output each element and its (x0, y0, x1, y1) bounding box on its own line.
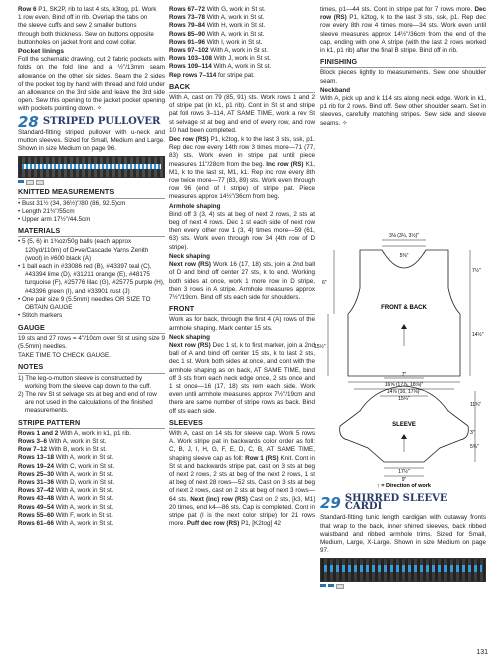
pocket-linings-heading: Pocket linings (18, 48, 65, 56)
measurement-item: • Bust 31½ (34, 36½)"/80 (86, 92.5)cm (18, 199, 126, 207)
stripe-row: Rows 85–90 With A, work in St st. (169, 30, 265, 38)
note-item: 1) The leg-o-mutton sleeve is constructed by working from the sleeve cap down to the cuff. (18, 374, 152, 390)
schematic-diagram (314, 226, 490, 489)
front-text: Work as for back, through the first 4 (A) rows of the armhole shaping. Mark center 15 sts. (169, 316, 315, 332)
dim-sleeve-3: 3" (470, 430, 475, 436)
front-heading: FRONT (169, 305, 315, 315)
sleeves-text-cont: times, p1—44 sts. Cont in stripe pat for 7 rows more. Dec row (RS) P1, k2tog, k to the last 3 sts, ssk, p1. Rep dec row every 8th row 4 times more—34 sts. Work even until sleeve measures approx 14½"/36cm from the end of the cap, ending with one A stripe (with the last 2 rows worked in k1, p1 rib) after the final B stripe. Bind off in rib. (320, 6, 486, 55)
stripe-row: Rows 91–96 With I, work in St st. (169, 38, 263, 46)
dim-neck-depth: 5⅜" (399, 253, 409, 259)
stripe-row: Rows 61–66 With A, work in St st. (18, 519, 114, 527)
stripe-row: Rows 79–84 With H, work in St st. (169, 22, 266, 30)
pocket-linings-text: Foll the schematic drawing, cut 2 fabric pockets with folds on the fold line and a ½"/13mm seam allowance on the other six sides. Seam the 2 sides of the pocket tog by hand with thread and fold under an allowance on the 3rd side and leave the 3rd side open. Sew this opening to the jacket pocket opening with pockets pointing down. ✧ (18, 56, 165, 113)
stripe-pattern-list-cont (169, 6, 315, 80)
dim-width-2: 14⅞ (16, 17⅛)" (386, 389, 422, 395)
notes-list (18, 375, 165, 416)
column-1 (18, 6, 165, 528)
knitted-measurements-heading: KNITTED MEASUREMENTS (18, 188, 165, 198)
finishing-heading: FINISHING (320, 58, 486, 68)
stripe-row: Rows 37–42 With A, work in St st. (18, 487, 114, 495)
armhole-text: Bind off 3 (3, 4) sts at beg of next 2 rows, 2 sts at beg of next 4 rows. Dec 1 st each side of next row then every other row 1 (3, 4) times more—59 (61, 63) sts. Work even through row 34 (4th row of D stripe). (169, 210, 315, 251)
neckband-heading: Neckband (320, 86, 351, 94)
material-item: • 1 ball each in #33086 red (B), #43397 teal (C), #43394 lime (D), #31211 orange (E), #48175 turquoise (F), #25776 lilac (G), #25775 purple (H), #43396 green (I), and #33901 rust (J) (18, 263, 165, 295)
color-chip (18, 180, 24, 183)
gauge-heading: GAUGE (18, 324, 165, 334)
text-line: buttonholes on jacket front and cowl collar. (18, 38, 137, 46)
body-outline (348, 250, 460, 376)
back-heading: BACK (169, 83, 315, 93)
stripe-pattern-heading: STRIPE PATTERN (18, 419, 165, 429)
pattern-intro: Standard-fitting striped pullover with u-neck and mutton sleeves. Sized for Small, Medium and Large. Shown in size Medium on page 96. (18, 128, 165, 153)
stripe-row: Rows 25–30 With A, work in St st. (18, 470, 114, 478)
text-line: through both thickness. Sew on buttons opposite (18, 30, 154, 38)
page-number: 131 (476, 649, 488, 656)
color-chip (36, 180, 44, 185)
pattern-29-title (320, 495, 486, 511)
dim-6: 6" (322, 280, 327, 286)
yarn-swatch-image (18, 156, 165, 178)
sleeves-text: With A, cast on 14 sts for sleeve cap. Work 5 rows A. Work stripe pat in backwards color order as foll: C, B, J, I, H, G, F, E, D, C, B, AT SAME TIME, shaping sleeve cap as foll: Row 1 (RS) Knit. Cont in St st and backwards stripe pat, cast on 3 sts at beg of next 2 rows, 2 sts at beg of the next 2 rows, 1 st at beg of next 28 rows—52 sts. Cast on 3 sts at beg of next 2 rows, cast on 2 sts at beg of next 3 rows—64 sts. Next (inc) row (RS) Cast on 2 sts, [k3, M1] 20 times, end k4—86 sts. Cap is completed. Cont in stripe pat (I is the next color stripe) for 21 rows more. Puff dec row (RS) P1, [K2tog] 42 (169, 429, 315, 528)
yarn-swatch-image (320, 558, 486, 582)
direction-legend: ↑ = Direction of work (377, 483, 431, 489)
dim-length: 14½" (472, 332, 484, 338)
neck-shaping-heading: Neck shaping (169, 252, 210, 260)
note-item: 2) The rev St st selvage sts at beg and end of row are not used in the calculations of the finished measurements. (18, 390, 157, 415)
color-chip (320, 584, 326, 587)
material-item: • One pair size 9 (5.5mm) needles OR SIZE TO OBTAIN GAUGE (18, 295, 151, 312)
stripe-row: Rep rows 7–114 for stripe pat. (169, 71, 255, 79)
dim-neck: 3⅛ (3¼, 3½)" (388, 233, 420, 239)
sleeve-label: SLEEVE (392, 422, 416, 428)
stripe-row: Rows 73–78 With A, work in St st. (169, 14, 265, 22)
measurement-item: • Upper arm 17½"/44.5cm (18, 216, 91, 224)
front-neck-heading: Neck shaping (169, 333, 210, 341)
text-line: Row 6 P1, SK2P, rib to last 4 sts, k3tog, p1. Work (18, 6, 157, 13)
front-neck-text: Next row (RS) Dec 1 st, k to first marker, join a 2nd ball of A and bind off center 15 sts, k to last 2 sts, dec 1 st. Work both sides at once, and cont with the armhole shaping as on back, AT SAME TIME, bind off 3 sts from each neck edge once, 2 sts once and 1 st once—16 (17, 18) sts rem each side. Work even until armhole measures approx 7½"/19cm and there are same number of stripe rows as back. Bind off sts each side. (169, 341, 315, 415)
stripe-row: Rows 103–108 With J, work in St st. (169, 55, 271, 63)
stripe-row: Rows 43–48 With A, work in St st. (18, 495, 114, 503)
color-chips (18, 180, 165, 185)
pattern-name: SHIRRED SLEEVE CARDI (344, 493, 448, 513)
stripe-pattern-list (18, 430, 165, 528)
stripe-row: Rows 55–60 With F, work in St st. (18, 511, 113, 519)
stripe-row: Rows 19–24 With C, work in St st. (18, 462, 115, 470)
neck-shaping-text: Next row (RS) Work 16 (17, 18) sts, join a 2nd ball of D and bind off center 27 sts, k to end. Working both sides at once, work 1 more row in D stripe, then 3 rows in A stripe. Armhole measures approx 7½"/19cm. Bind off sts each side for shoulders. (169, 261, 315, 301)
neckband-text: With A, pick up and k 114 sts along neck edge. Work in k1, p1 rib for 2 rows. Bind off. Sew other shoulder seam. Set in sleeves, carefully matching stripes. Sew side and sleeve seams. ✧ (320, 95, 486, 127)
stripe-row: Rows 1 and 2 With A, work in k1, p1 rib. (18, 429, 132, 437)
materials-heading: MATERIALS (18, 227, 165, 237)
knitted-measurements-list (18, 200, 165, 225)
text-line: 1 row even. Bind off in rib. Overlap the tabs on (18, 14, 148, 22)
stripe-row: Row 7–12 With B, work in St st. (18, 446, 107, 454)
color-chip (336, 584, 344, 589)
stripe-row: Rows 109–114 With A, work in St st. (169, 63, 272, 71)
armhole-heading: Armhole shaping (169, 202, 221, 210)
stripe-row: Rows 49–54 With A, work in St st. (18, 503, 114, 511)
text-line: the sleeve cuffs and sew 2 smaller buttons (18, 22, 137, 30)
stripe-row: Rows 13–18 With A, work in St st. (18, 454, 114, 462)
back-text: With A, cast on 79 (85, 91) sts. Work rows 1 and 2 of stripe pat (in k1, p1 rib). Cont in St st and stripe pat foll rows 3–114, AT SAME TIME, work a rev St st selvage st at beg and end of every row, and row 10 had been completed. (169, 94, 315, 134)
gauge-text: 19 sts and 27 rows = 4"/10cm over St st using size 9 (5.5mm) needles. (18, 334, 165, 350)
dim-sleeve-width: 17½" (398, 469, 410, 475)
stripe-row: Rows 97–102 With A, work in St st. (169, 47, 269, 55)
finishing-text: Block pieces lightly to measurements. Sew one shoulder seam. (320, 69, 486, 85)
dim-side: 15½" (314, 344, 326, 350)
pattern-name: STRIPED PULLOVER (42, 115, 161, 127)
stripe-row: Rows 67–72 With G, work in St st. (169, 6, 266, 13)
column-3 (320, 6, 486, 129)
materials-list (18, 238, 165, 320)
color-chip (26, 180, 34, 185)
gauge-check: TAKE TIME TO CHECK GAUGE. (18, 352, 111, 360)
sleeves-heading: SLEEVES (169, 419, 315, 429)
column-2 (169, 6, 315, 529)
pattern-intro: Standard-fitting tunic length cardigan with cutaway fronts that wrap to the back, inner shirred sleeves, back ribbed waistband and ribbed armhole trims. Sized for Small, Medium, Large, X-Large. Shown in size Medium on page 97. (320, 514, 486, 555)
dim-sleeve-5: 5¾" (470, 444, 479, 450)
measurement-item: • Length 21¾"/55cm (18, 207, 75, 215)
material-item: • 5 (5, 6) in 1¾oz/50g balls (each approx 120yd/110m) of Di•ve/Cascade Yarns Zenith (wool) in #600 black (A) (18, 238, 149, 262)
finishing-text (18, 6, 165, 47)
front-back-label: FRONT & BACK (381, 305, 427, 311)
color-chips (320, 584, 486, 589)
dim-width-3: 15¼" (398, 396, 410, 402)
pattern-29-block (320, 491, 486, 591)
pattern-28-title (18, 112, 165, 131)
notes-heading: NOTES (18, 363, 165, 373)
color-chip (328, 584, 334, 587)
material-item: • Stitch markers (18, 312, 63, 320)
stripe-row: Rows 31–36 With D, work in St st. (18, 478, 115, 486)
pattern-number: 28 (18, 112, 39, 131)
dim-cuff: 9" (401, 477, 407, 483)
pattern-number: 29 (320, 494, 341, 513)
dim-armhole: 7½" (472, 268, 481, 274)
stripe-row: Rows 3–6 With A, work in St st. (18, 437, 107, 445)
dim-width-1: 16⅝ (17⅞, 18⅞)" (384, 382, 424, 388)
back-text-2: Dec row (RS) P1, k2tog, k to the last 3 sts, ssk, p1. Rep dec row every 14th row 3 times more—71 (77, 83) sts. Work even in stripe pat until piece measures 11"/28cm from the beg. Inc row (RS) K1, M1, k to the last st, M1, k1. Rep inc row every 8th row twice more—77 (83, 89) sts. Work even through row 96 (end of I stripe) of stripe pat. Piece measures approx 14½"/36cm from beg. (169, 136, 316, 201)
dim-sleeve-11: 11¾" (470, 402, 482, 408)
dim-sleeve-cap: 7" (401, 372, 407, 378)
